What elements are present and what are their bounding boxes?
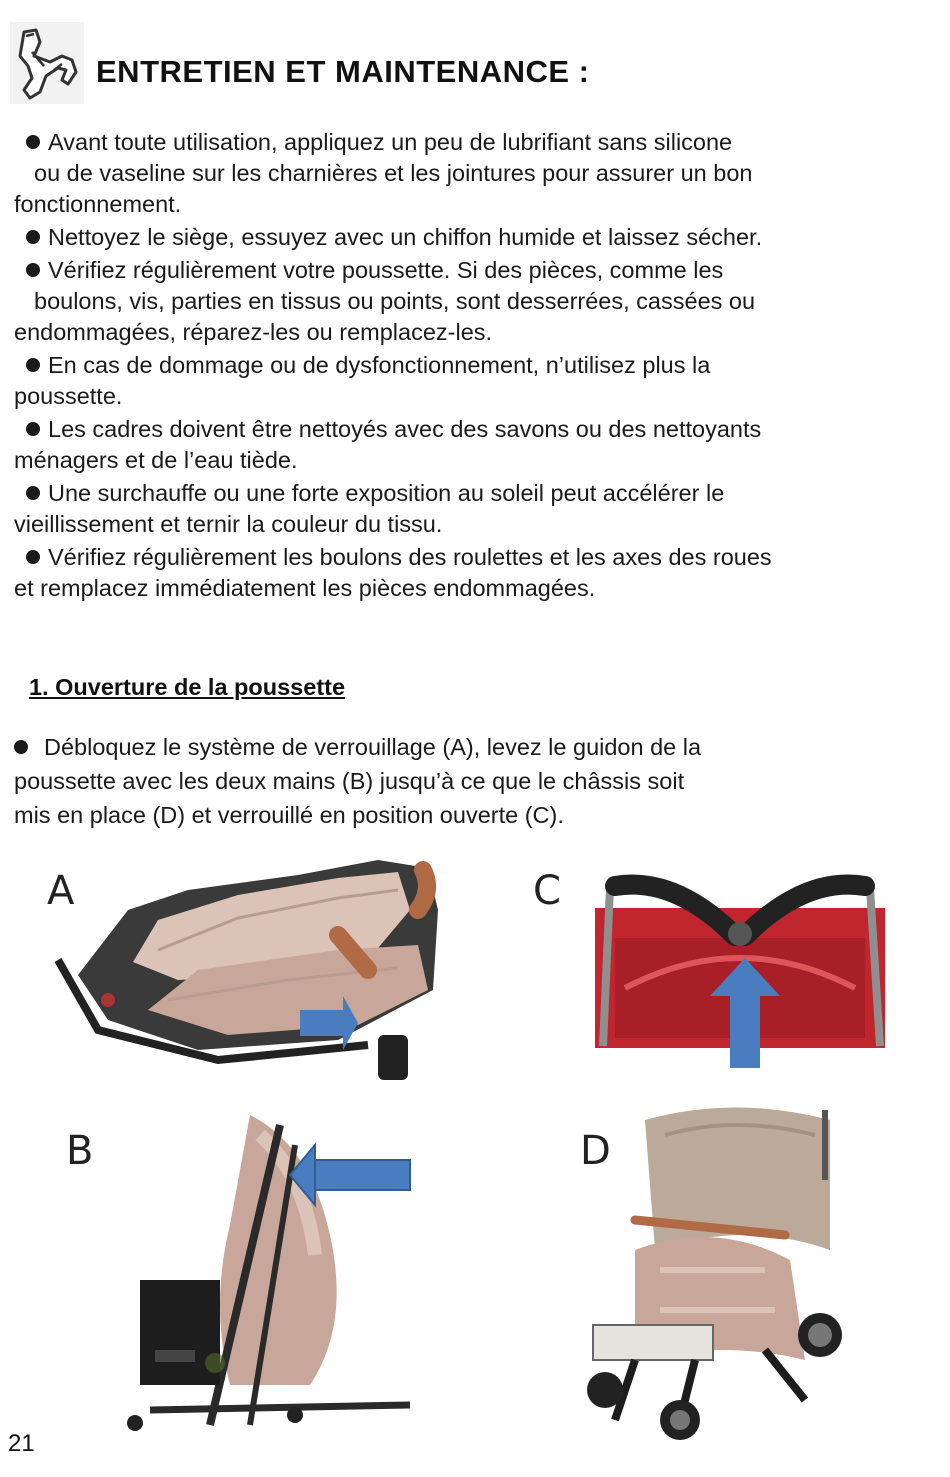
page-title: ENTRETIEN ET MAINTENANCE : <box>96 54 590 89</box>
bullet-icon <box>26 135 40 149</box>
bullet-icon <box>26 550 40 564</box>
bullet-icon <box>14 740 28 754</box>
bullet-icon <box>26 358 40 372</box>
photo-label-b: B <box>66 1128 94 1174</box>
list-item: Vérifiez régulièrement votre poussette. Si des pièces, comme les boulons, vis, parties en tissus ou points, sont desserrées, cassées ou endommagées, réparez-les ou remplacez-les. <box>14 257 756 345</box>
wrench-icon <box>10 22 84 104</box>
page-number: 21 <box>8 1430 35 1457</box>
list-item: En cas de dommage ou de dysfonctionnement, n’utilisez plus la poussette. <box>14 352 711 409</box>
bullet-icon <box>26 263 40 277</box>
section-title: 1. Ouverture de la poussette <box>29 674 346 700</box>
photo-label-a: A <box>47 868 75 914</box>
bullet-icon <box>26 230 40 244</box>
photo-b-unfolding-stroller <box>110 1105 420 1440</box>
opening-instructions: Débloquez le système de verrouillage (A), levez le guidon de la poussette avec les deux mains (B) jusqu’à ce que le châssis soit mis en place (D) et verrouillé en position ouverte (C). <box>14 734 702 828</box>
maintenance-list <box>14 127 934 606</box>
photo-label-c: C <box>533 868 561 914</box>
photo-c-handlebar-locked <box>585 868 895 1068</box>
photo-d-open-stroller <box>575 1100 850 1445</box>
list-item: Nettoyez le siège, essuyez avec un chiffon humide et laissez sécher. <box>14 222 934 253</box>
bullet-icon <box>26 486 40 500</box>
list-item: Les cadres doivent être nettoyés avec des savons ou des nettoyants ménagers et de l’eau tiède. <box>14 416 762 473</box>
list-item: Avant toute utilisation, appliquez un peu de lubrifiant sans silicone ou de vaseline sur les charnières et les jointures pour assurer un bon fonctionnement. <box>14 129 753 217</box>
photo-a-folded-stroller <box>38 850 448 1085</box>
list-item: Vérifiez régulièrement les boulons des roulettes et les axes des roues et remplacez immédiatement les pièces endommagées. <box>14 544 772 601</box>
bullet-icon <box>26 422 40 436</box>
photo-label-d: D <box>580 1128 611 1174</box>
list-item: Une surchauffe ou une forte exposition au soleil peut accélérer le vieillissement et ternir la couleur du tissu. <box>14 480 725 537</box>
